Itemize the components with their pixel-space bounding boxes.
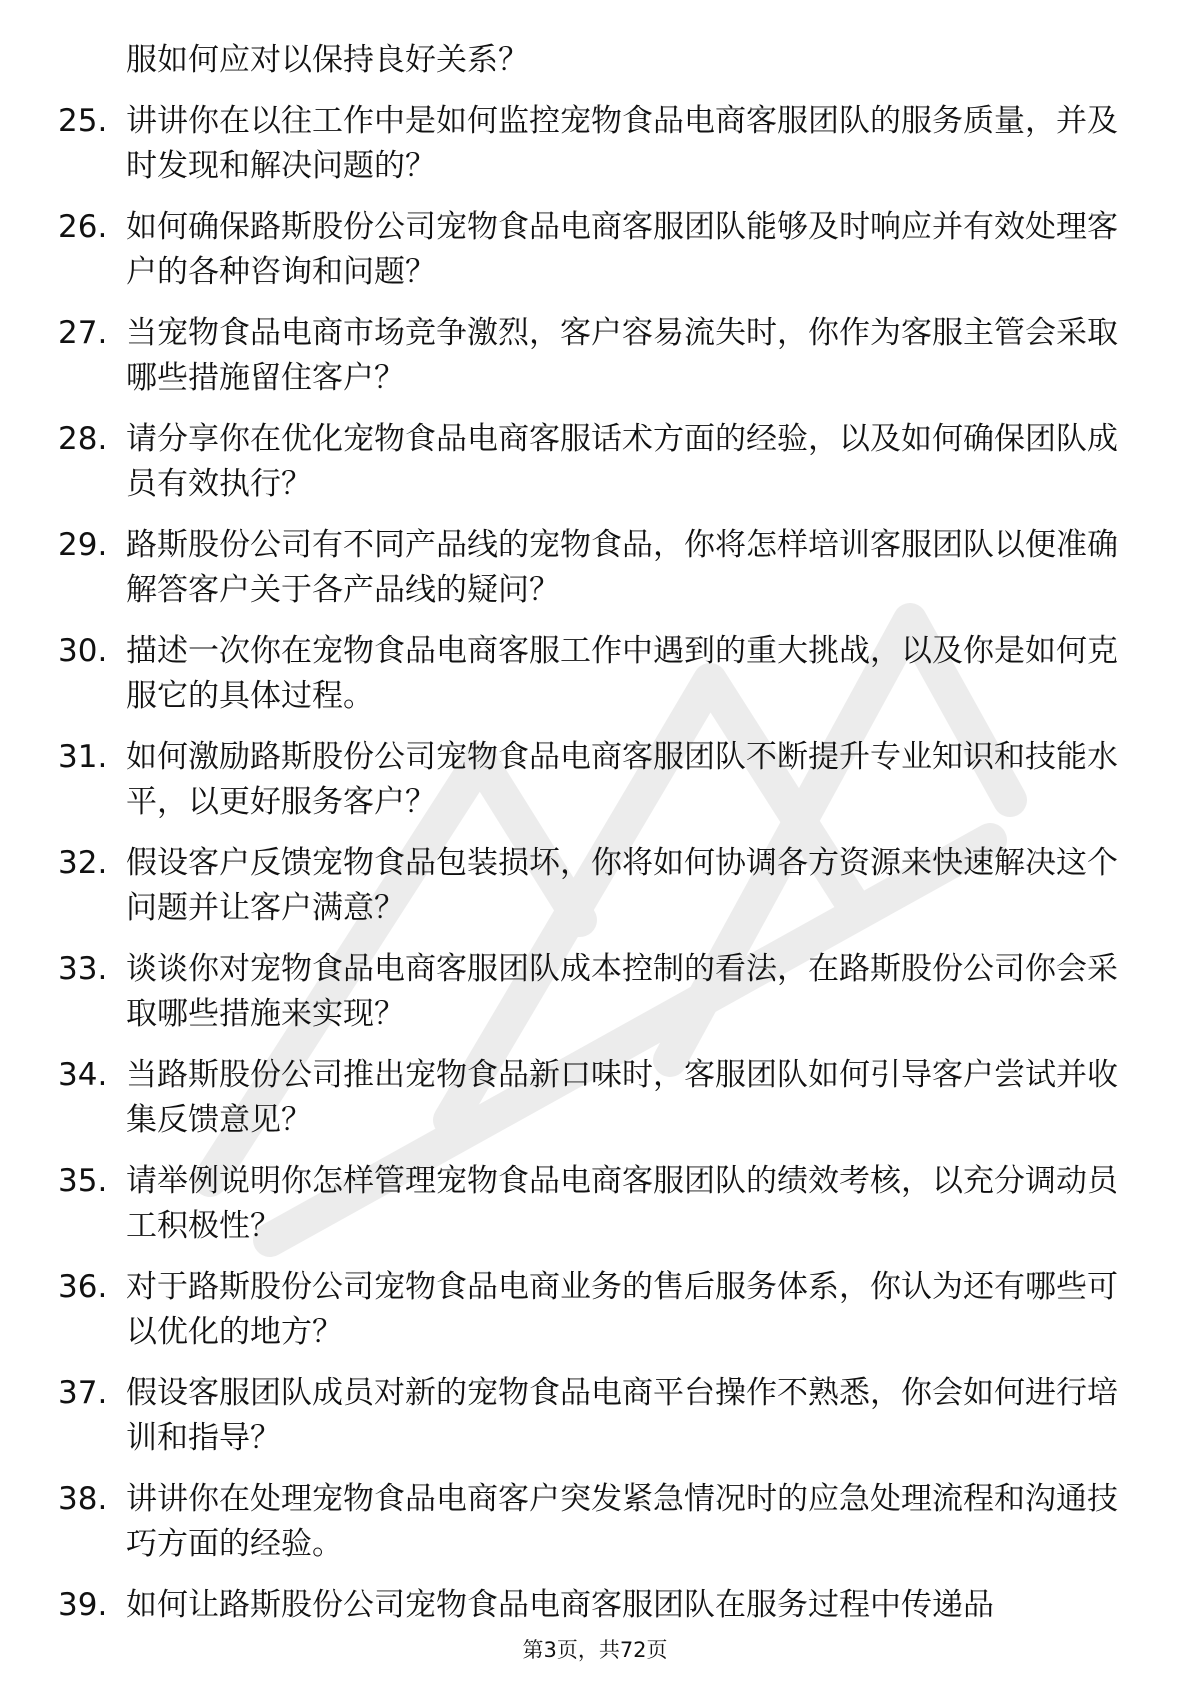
question-text: 请分享你在优化宠物食品电商客服话术方面的经验，以及如何确保团队成员有效执行？ — [126, 421, 1118, 502]
question-text: 讲讲你在处理宠物食品电商客户突发紧急情况时的应急处理流程和沟通技巧方面的经验。 — [126, 1481, 1118, 1562]
question-text: 假设客服团队成员对新的宠物食品电商平台操作不熟悉，你会如何进行培训和指导？ — [126, 1375, 1118, 1456]
question-text: 如何让路斯股份公司宠物食品电商客服团队在服务过程中传递品 — [126, 1587, 994, 1623]
question-number: 29. — [58, 527, 108, 563]
question-text: 当路斯股份公司推出宠物食品新口味时，客服团队如何引导客户尝试并收集反馈意见？ — [126, 1057, 1118, 1138]
list-item — [58, 1265, 1118, 1355]
list-item — [58, 947, 1118, 1037]
question-text: 如何激励路斯股份公司宠物食品电商客服团队不断提升专业知识和技能水平，以更好服务客户？ — [126, 739, 1118, 820]
question-number: 26. — [58, 209, 108, 245]
list-item — [58, 205, 1118, 295]
list-item — [58, 735, 1118, 825]
question-text: 路斯股份公司有不同产品线的宠物食品，你将怎样培训客服团队以便准确解答客户关于各产品线的疑问？ — [126, 527, 1118, 608]
list-item — [58, 1477, 1118, 1567]
question-number: 32. — [58, 845, 108, 881]
question-number: 25. — [58, 103, 108, 139]
question-number: 39. — [58, 1587, 108, 1623]
list-item — [58, 629, 1118, 719]
question-text: 讲讲你在以往工作中是如何监控宠物食品电商客服团队的服务质量，并及时发现和解决问题的？ — [126, 103, 1118, 184]
question-number: 37. — [58, 1375, 108, 1411]
question-text: 描述一次你在宠物食品电商客服工作中遇到的重大挑战，以及你是如何克服它的具体过程。 — [126, 633, 1118, 714]
list-item — [58, 1371, 1118, 1461]
question-text: 谈谈你对宠物食品电商客服团队成本控制的看法，在路斯股份公司你会采取哪些措施来实现？ — [126, 951, 1118, 1032]
question-number: 30. — [58, 633, 108, 669]
list-item — [58, 311, 1118, 401]
question-number: 35. — [58, 1163, 108, 1199]
question-number: 33. — [58, 951, 108, 987]
list-item — [58, 1583, 1118, 1628]
list-item — [58, 99, 1118, 189]
question-text: 如何确保路斯股份公司宠物食品电商客服团队能够及时响应并有效处理客户的各种咨询和问题？ — [126, 209, 1118, 290]
question-number: 31. — [58, 739, 108, 775]
question-number: 34. — [58, 1057, 108, 1093]
question-text: 请举例说明你怎样管理宠物食品电商客服团队的绩效考核，以充分调动员工积极性？ — [126, 1163, 1118, 1244]
list-item — [58, 523, 1118, 613]
question-number: 38. — [58, 1481, 108, 1517]
list-item — [58, 417, 1118, 507]
question-number: 27. — [58, 315, 108, 351]
list-item — [58, 1053, 1118, 1143]
page-footer: 第3页，共72页 — [522, 1638, 668, 1662]
list-item — [58, 841, 1118, 931]
list-item-continuation — [58, 38, 1118, 83]
question-text: 当宠物食品电商市场竞争激烈，客户容易流失时，你作为客服主管会采取哪些措施留住客户？ — [126, 315, 1118, 396]
list-item — [58, 1159, 1118, 1249]
question-text: 假设客户反馈宠物食品包装损坏，你将如何协调各方资源来快速解决这个问题并让客户满意？ — [126, 845, 1118, 926]
question-text: 对于路斯股份公司宠物食品电商业务的售后服务体系，你认为还有哪些可以优化的地方？ — [126, 1269, 1118, 1350]
question-text: 服如何应对以保持良好关系？ — [126, 42, 529, 78]
question-list — [58, 38, 1118, 1644]
question-number: 28. — [58, 421, 108, 457]
question-number: 36. — [58, 1269, 108, 1305]
